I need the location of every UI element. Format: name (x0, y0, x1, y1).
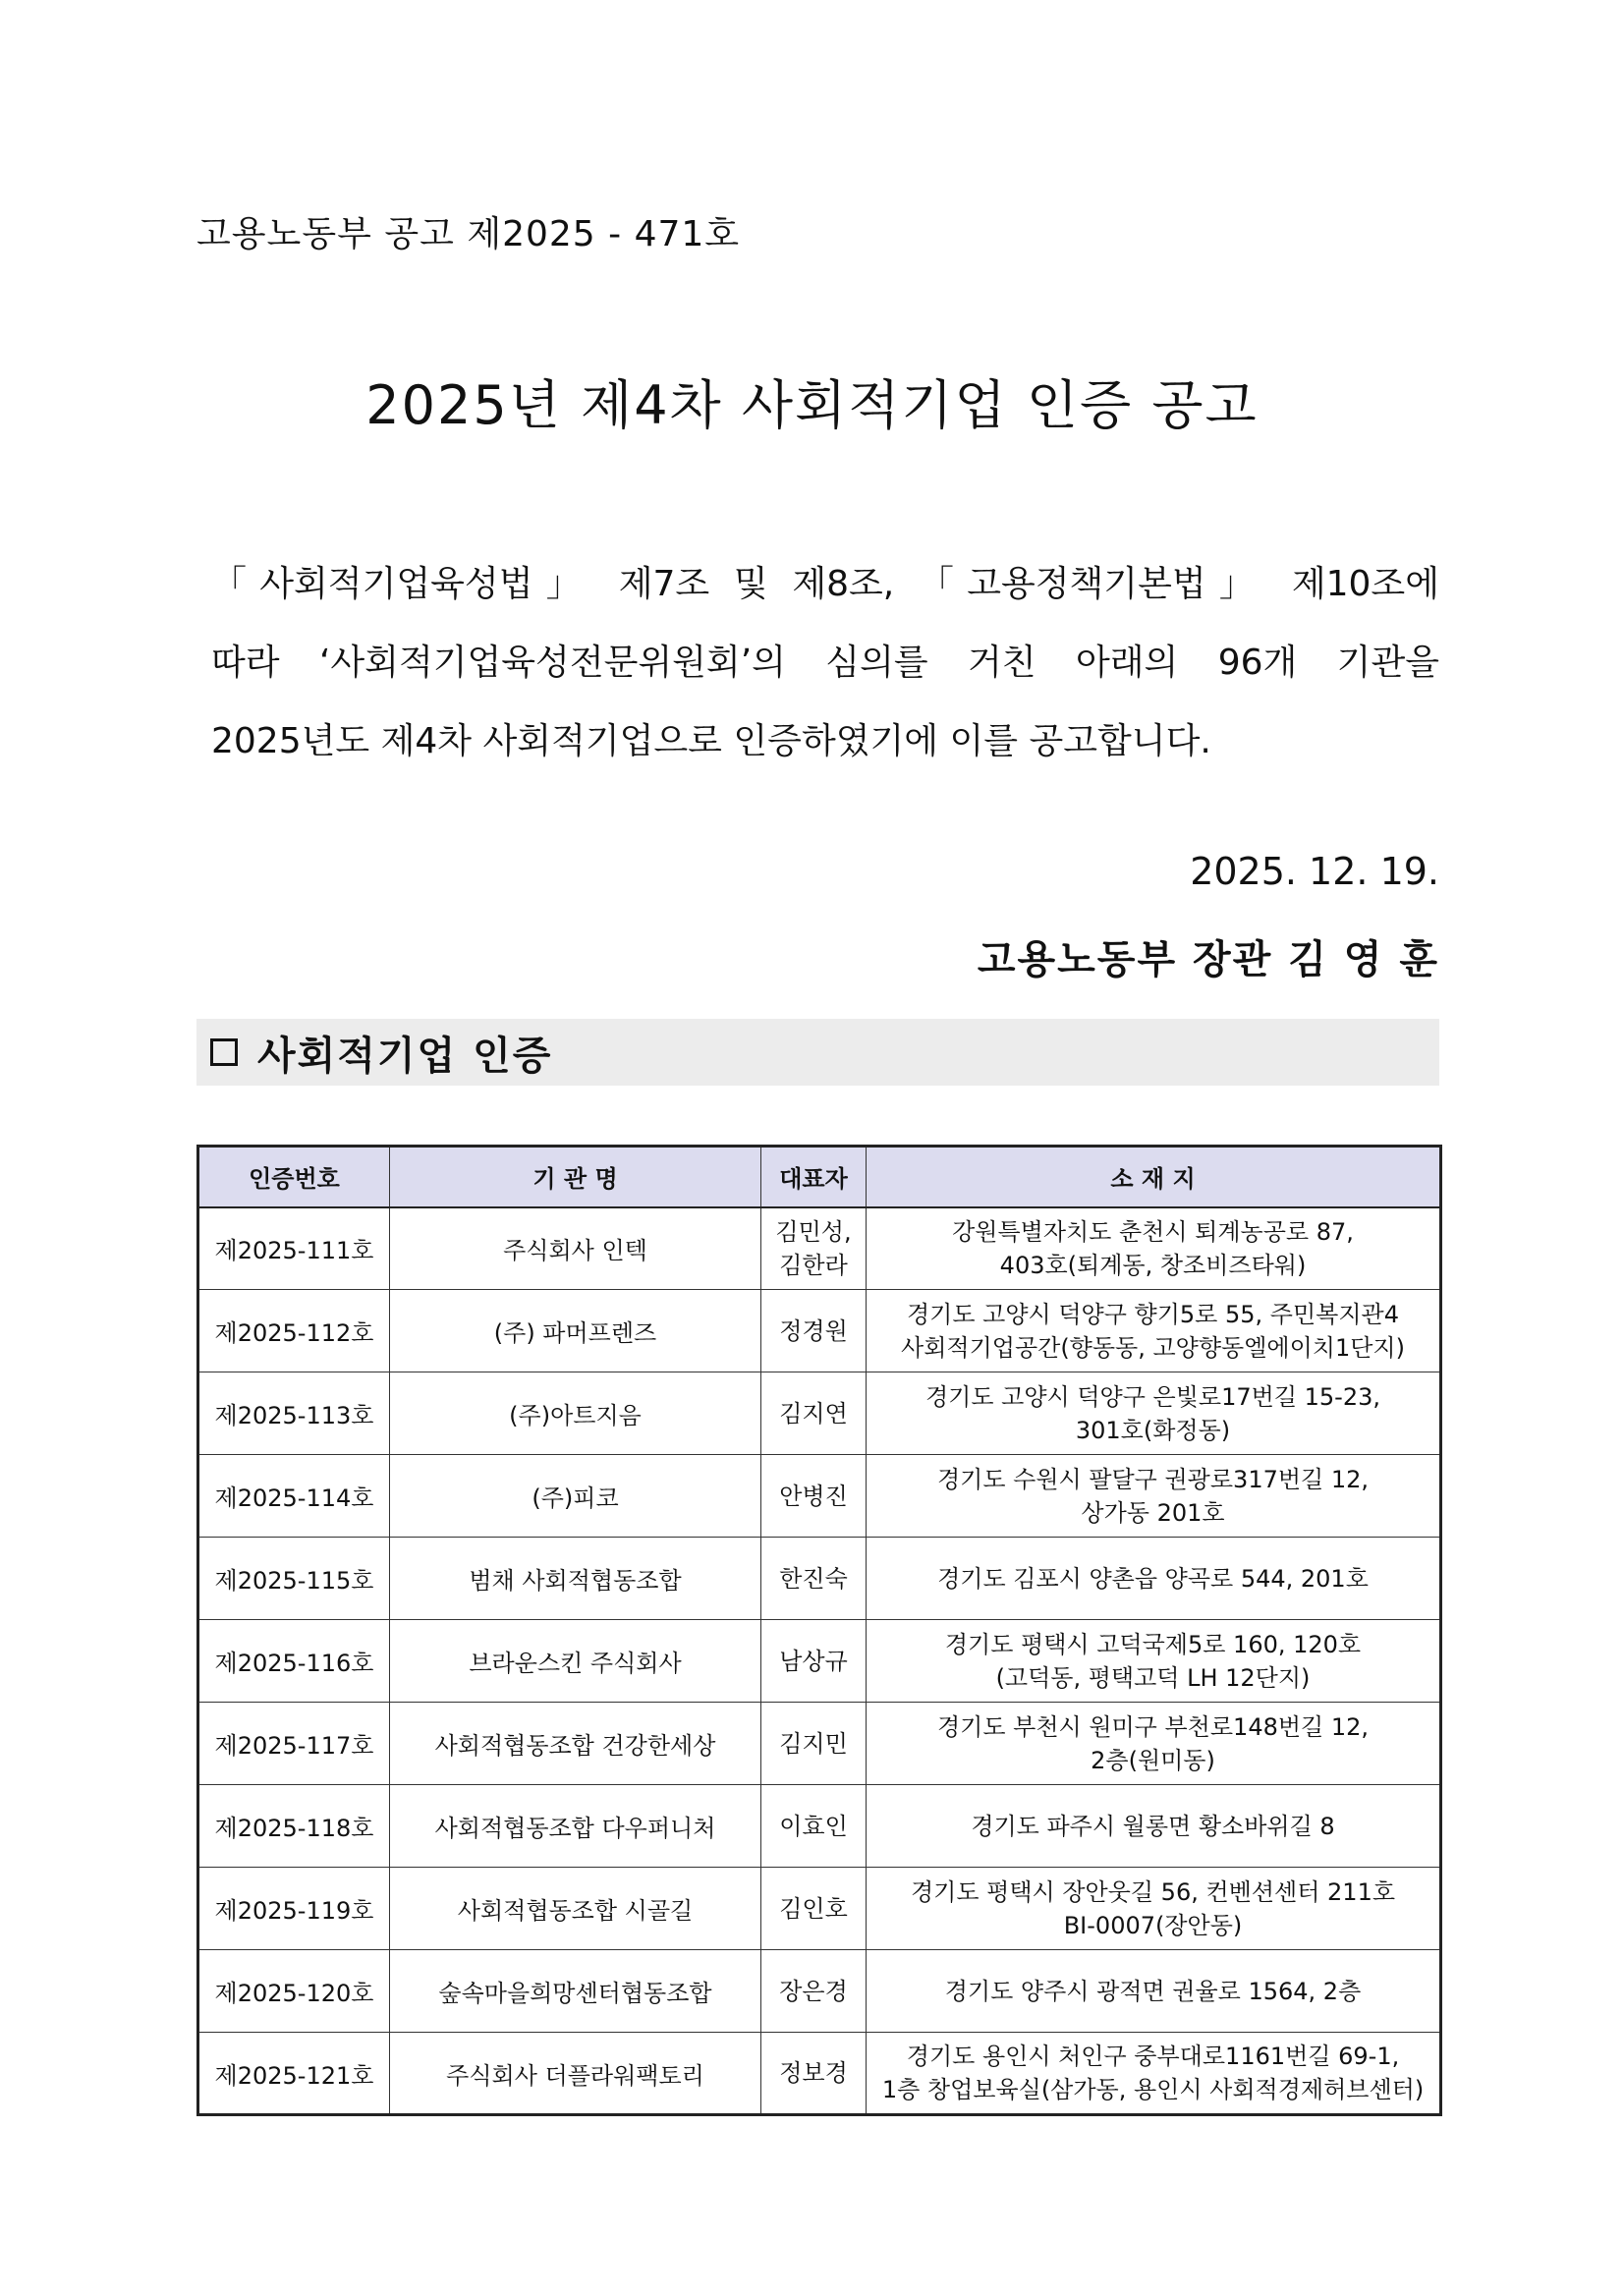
table-row (198, 1785, 1441, 1868)
header-address: 소 재 지 (867, 1147, 1441, 1207)
cert-number-cell: 제2025-115호 (198, 1538, 390, 1620)
representative-cell (761, 1207, 867, 1290)
address-cell (867, 1538, 1441, 1620)
cert-number-cell: 제2025-112호 (198, 1290, 390, 1372)
representative-cell (761, 1290, 867, 1372)
address-cell (867, 1620, 1441, 1703)
address-cell (867, 1785, 1441, 1868)
address-cell (867, 1290, 1441, 1372)
representative-line: 김한라 (779, 1251, 848, 1279)
cert-number-cell: 제2025-111호 (198, 1207, 390, 1290)
address-line: 강원특별자치도 춘천시 퇴계농공로 87, (952, 1217, 1354, 1246)
address-line: 1층 창업보육실(삼가동, 용인시 사회적경제허브센터) (881, 2076, 1425, 2103)
address-line: 경기도 김포시 양촌읍 양곡로 544, 201호 (937, 1564, 1369, 1593)
representative-line: 김민성, (775, 1217, 852, 1246)
address-line: 경기도 파주시 월롱면 황소바위길 8 (971, 1812, 1335, 1840)
section-title: 사회적기업 인증 (257, 1033, 553, 1079)
cert-number-cell: 제2025-117호 (198, 1703, 390, 1785)
cert-number-cell: 제2025-119호 (198, 1868, 390, 1950)
address-line: 사회적기업공간(향동동, 고양향동엘에이치1단지) (901, 1333, 1405, 1362)
cert-number-cell: 제2025-116호 (198, 1620, 390, 1703)
representative-cell (761, 1785, 867, 1868)
table-row (198, 1538, 1441, 1620)
address-line: 경기도 수원시 팔달구 권광로317번길 12, (936, 1465, 1370, 1493)
org-name-cell: 주식회사 인텍 (390, 1207, 761, 1290)
org-name-cell: 숲속마을희망센터협동조합 (390, 1950, 761, 2033)
address-line: (고덕동, 평택고덕 LH 12단지) (995, 1663, 1311, 1692)
address-line: 경기도 용인시 처인구 중부대로1161번길 69-1, (906, 2043, 1400, 2070)
representative-line: 정보경 (779, 2059, 848, 2087)
org-name-cell: 주식회사 더플라워팩토리 (390, 2033, 761, 2115)
table-row (198, 1207, 1441, 1290)
org-name-cell: 사회적협동조합 시골길 (390, 1868, 761, 1950)
certification-table (196, 1145, 1442, 2116)
org-name-cell: 범채 사회적협동조합 (390, 1538, 761, 1620)
representative-cell (761, 2033, 867, 2115)
table-row (198, 1372, 1441, 1455)
body-line: 「사회적기업육성법」 제7조 및 제8조, 「고용정책기본법」 제10조에 (211, 564, 1439, 604)
table-row (198, 1950, 1441, 2033)
table-row (198, 1868, 1441, 1950)
address-line: 경기도 평택시 장안웃길 56, 컨벤션센터 211호 (910, 1877, 1396, 1906)
announcement-date: 2025. 12. 19. (1190, 850, 1439, 893)
table-row (198, 1620, 1441, 1703)
cert-number-cell: 제2025-118호 (198, 1785, 390, 1868)
page-title: 2025년 제4차 사회적기업 인증 공고 (365, 374, 1259, 436)
address-line: 2층(원미동) (1091, 1746, 1215, 1774)
representative-line: 안병진 (779, 1482, 848, 1510)
cert-number-cell: 제2025-114호 (198, 1455, 390, 1538)
body-line: 따라 ‘사회적기업육성전문위원회’의 심의를 거친 아래의 96개 기관을 (211, 643, 1439, 683)
org-name-cell: 사회적협동조합 다우퍼니처 (390, 1785, 761, 1868)
org-name-cell: 브라운스킨 주식회사 (390, 1620, 761, 1703)
representative-cell (761, 1703, 867, 1785)
representative-cell (761, 1372, 867, 1455)
table-header-row (198, 1147, 1441, 1207)
address-cell (867, 1455, 1441, 1538)
representative-cell (761, 1950, 867, 2033)
address-line: BI-0007(장안동) (1063, 1911, 1243, 1939)
notice-number: 고용노동부 공고 제2025 - 471호 (196, 214, 741, 254)
representative-cell (761, 1538, 867, 1620)
header-org-name: 기 관 명 (390, 1147, 761, 1207)
address-cell (867, 1950, 1441, 2033)
table-row (198, 2033, 1441, 2115)
section-heading (196, 1019, 1439, 1086)
cert-number-cell: 제2025-120호 (198, 1950, 390, 2033)
representative-cell (761, 1455, 867, 1538)
representative-cell (761, 1868, 867, 1950)
address-line: 상가동 201호 (1081, 1498, 1225, 1527)
org-name-cell: (주)아트지음 (390, 1372, 761, 1455)
table-row (198, 1290, 1441, 1372)
org-name-cell: (주)피코 (390, 1455, 761, 1538)
org-name-cell: (주) 파머프렌즈 (390, 1290, 761, 1372)
representative-cell (761, 1620, 867, 1703)
cert-number-cell: 제2025-113호 (198, 1372, 390, 1455)
cert-number-cell: 제2025-121호 (198, 2033, 390, 2115)
org-name-cell: 사회적협동조합 건강한세상 (390, 1703, 761, 1785)
address-cell (867, 1868, 1441, 1950)
table-body (198, 1207, 1441, 2115)
address-cell (867, 1372, 1441, 1455)
address-cell (867, 1703, 1441, 1785)
address-line: 경기도 평택시 고덕국제5로 160, 120호 (944, 1630, 1362, 1658)
header-cert-number: 인증번호 (198, 1147, 390, 1207)
representative-line: 남상규 (779, 1647, 848, 1675)
representative-line: 김인호 (779, 1894, 848, 1923)
representative-line: 장은경 (779, 1977, 848, 2005)
address-line: 경기도 고양시 덕양구 은빛로17번길 15-23, (925, 1382, 1380, 1411)
representative-line: 김지연 (779, 1399, 848, 1428)
representative-line: 김지민 (779, 1729, 848, 1758)
address-line: 경기도 부천시 원미구 부천로148번길 12, (936, 1712, 1370, 1741)
address-line: 403호(퇴계동, 창조비즈타워) (999, 1251, 1307, 1279)
signatory: 고용노동부 장관 김 영 훈 (977, 937, 1439, 982)
header-representative: 대표자 (761, 1147, 867, 1207)
square-bullet-icon (210, 1038, 238, 1066)
announcement-body (211, 545, 1439, 781)
representative-line: 정경원 (779, 1316, 848, 1345)
table-row (198, 1455, 1441, 1538)
address-cell (867, 2033, 1441, 2115)
address-line: 301호(화정동) (1075, 1416, 1231, 1444)
table-row (198, 1703, 1441, 1785)
body-line: 2025년도 제4차 사회적기업으로 인증하였기에 이를 공고합니다. (211, 721, 1211, 761)
address-line: 경기도 양주시 광적면 권율로 1564, 2층 (944, 1977, 1362, 2005)
representative-line: 한진숙 (779, 1564, 848, 1593)
address-line: 경기도 고양시 덕양구 향기5로 55, 주민복지관4 (907, 1300, 1399, 1328)
address-cell (867, 1207, 1441, 1290)
representative-line: 이효인 (779, 1812, 848, 1840)
